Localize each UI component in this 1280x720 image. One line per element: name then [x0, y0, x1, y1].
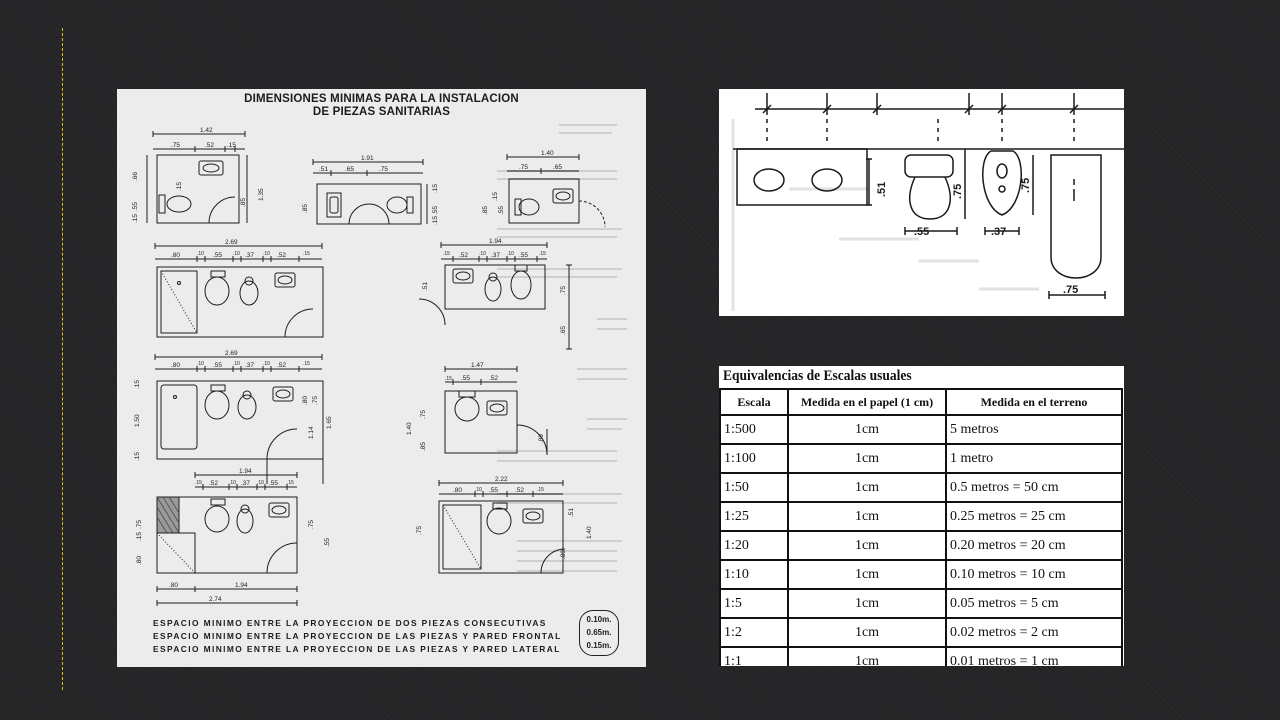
- dim-b8-sub-2: .10: [229, 480, 236, 486]
- dim-b3-sub-a: .75: [519, 164, 529, 171]
- dim-b8-sub-0: .15: [195, 480, 202, 486]
- dim-b6-sub-5: .10: [263, 361, 270, 367]
- dim-b6-right-d: 1.65: [326, 416, 333, 429]
- dim-b8-bottom-b: 1.94: [235, 582, 248, 589]
- dim-b5-sub-6: .15: [539, 251, 546, 257]
- terrain-cell: 0.01 metros = 1 cm: [946, 647, 1122, 666]
- dim-b2-side-a: .85: [302, 203, 309, 213]
- table-row: [720, 531, 1122, 560]
- terrain-cell: 0.5 metros = 50 cm: [946, 473, 1122, 502]
- faded-background: [733, 119, 1039, 311]
- dim-b5-sub-5: .55: [519, 252, 529, 259]
- sheet-title: [117, 93, 646, 119]
- clearance-note: ESPACIO MINIMO ENTRE LA PROYECCION DE DOS PIEZAS CONSECUTIVAS: [153, 618, 547, 628]
- table-row: [720, 647, 1122, 666]
- dim-b7-side-c: .85: [420, 441, 427, 451]
- dim-b8-sub-6: .15: [287, 480, 294, 486]
- paper-cell: 1cm: [788, 589, 946, 618]
- scale-equivalence-sheet: [719, 366, 1124, 666]
- toilet-width-label: .55: [914, 226, 930, 238]
- scale-cell: 1:20: [720, 531, 788, 560]
- table-row: [720, 560, 1122, 589]
- clearance-values-box: [579, 610, 619, 656]
- slide-guide-line: [62, 28, 63, 690]
- clearance-note: ESPACIO MINIMO ENTRE LA PROYECCION DE LAS PIEZAS Y PARED FRONTAL: [153, 631, 562, 641]
- clearance-note: ESPACIO MINIMO ENTRE LA PROYECCION DE LAS PIEZAS Y PARED LATERAL: [153, 644, 561, 654]
- terrain-cell: 0.20 metros = 20 cm: [946, 531, 1122, 560]
- dim-b6-sub-6: .52: [277, 362, 287, 369]
- plan-half-bath-2: [313, 159, 427, 224]
- dim-b9-top: 2.22: [495, 476, 508, 483]
- scale-cell: 1:50: [720, 473, 788, 502]
- dim-b9-sub-2: .55: [489, 487, 499, 494]
- dim-b8-sub-3: .37: [241, 480, 251, 487]
- dim-b8-bottom-a: .80: [169, 582, 179, 589]
- dim-b8-sub-4: .10: [257, 480, 264, 486]
- dim-b3-side-a: .85: [482, 205, 489, 215]
- dim-b1-side-c: .15: [132, 213, 139, 223]
- dim-b1-inner: .15: [176, 181, 183, 191]
- table-row: [720, 444, 1122, 473]
- sheet-title-line-1: DIMENSIONES MINIMAS PARA LA INSTALACION: [244, 93, 519, 105]
- dim-b6-sub-0: .80: [171, 362, 181, 369]
- dim-b6-side-b: 1.50: [134, 414, 141, 427]
- dim-b6-right-a: .80: [302, 395, 309, 405]
- table-row: [720, 589, 1122, 618]
- plan-full-bath-3: [155, 354, 323, 484]
- dim-b5-sub-3: .37: [491, 252, 501, 259]
- fixture-elevation-drawing: [719, 89, 1124, 316]
- dim-b4-sub-5: .10: [263, 251, 270, 257]
- table-header-row: [720, 389, 1122, 415]
- dim-b6-right-c: 1.14: [308, 426, 315, 439]
- urinal-width-label: .37: [991, 226, 1007, 238]
- dim-b9-side-c: 1.40: [586, 526, 593, 539]
- dim-b9-side-b: .89: [560, 549, 567, 559]
- dim-b5-side-b: .75: [560, 285, 567, 295]
- column-header-scale: Escala: [720, 389, 788, 415]
- dim-b8-right-a: .75: [308, 519, 315, 529]
- dim-b6-sub-3: .10: [233, 361, 240, 367]
- dim-b2-sub-a: .51: [319, 166, 329, 173]
- dim-b7-side-b: 1.40: [406, 422, 413, 435]
- dim-b8-bottom-c: 2.74: [209, 596, 222, 603]
- dim-b9-sub-3: .52: [515, 487, 525, 494]
- terrain-cell: 0.10 metros = 10 cm: [946, 560, 1122, 589]
- paper-cell: 1cm: [788, 647, 946, 666]
- scale-cell: 1:5: [720, 589, 788, 618]
- clearance-value: 0.65m.: [586, 628, 612, 637]
- table-row: [720, 502, 1122, 531]
- dim-b5-side-c: .65: [560, 325, 567, 335]
- clearance-value: 0.10m.: [586, 615, 612, 624]
- dim-b9-sub-1: .10: [475, 487, 482, 493]
- urinal-height-label: .75: [1020, 177, 1032, 193]
- scale-cell: 1:10: [720, 560, 788, 589]
- dim-b6-top: 2.69: [225, 350, 238, 357]
- dim-b8-sub-5: .55: [269, 480, 279, 487]
- dim-b1-sub-a: .75: [171, 142, 181, 149]
- dim-b3-side-c: .55: [498, 205, 505, 215]
- dim-b4-sub-2: .55: [213, 252, 223, 259]
- dim-b6-sub-1: .10: [197, 361, 204, 367]
- dim-b7-sub-2: .52: [489, 375, 499, 382]
- scale-table: [719, 388, 1123, 666]
- dim-b5-sub-4: .10: [507, 251, 514, 257]
- clearance-value: 0.15m.: [586, 641, 612, 650]
- dim-b2-side-d: .15: [432, 215, 439, 225]
- dim-b6-sub-7: .15: [303, 361, 310, 367]
- plan-full-bath-1: [155, 243, 323, 337]
- paper-cell: 1cm: [788, 531, 946, 560]
- dim-b7-side-d: .89: [538, 433, 545, 443]
- dim-b9-side-d: .51: [568, 507, 575, 517]
- clearance-notes: [153, 617, 593, 656]
- dim-b4-top: 2.69: [225, 239, 238, 246]
- terrain-cell: 0.05 metros = 5 cm: [946, 589, 1122, 618]
- paper-cell: 1cm: [788, 502, 946, 531]
- dim-b2-top: 1.91: [361, 155, 374, 162]
- paper-cell: 1cm: [788, 415, 946, 444]
- dim-b2-sub-b: .65: [345, 166, 355, 173]
- scale-cell: 1:100: [720, 444, 788, 473]
- dim-b7-side-a: .75: [420, 409, 427, 419]
- dim-b6-sub-2: .55: [213, 362, 223, 369]
- dim-b3-side-b: .15: [492, 191, 499, 201]
- column-header-terrain: Medida en el terreno: [946, 389, 1122, 415]
- dim-b9-sub-4: .15: [537, 487, 544, 493]
- dim-b5-side-a: .51: [422, 281, 429, 291]
- sheet-title-line-2: DE PIEZAS SANITARIAS: [312, 106, 451, 118]
- dim-b8-right-b: .55: [324, 537, 331, 547]
- paper-cell: 1cm: [788, 444, 946, 473]
- dim-b5-top: 1.94: [489, 238, 502, 245]
- dim-b1-top: 1.42: [200, 127, 213, 134]
- dim-b7-top: 1.47: [471, 362, 484, 369]
- dim-b4-sub-0: .80: [171, 252, 181, 259]
- bathroom-plans-drawing: [117, 89, 646, 667]
- scale-cell: 1:2: [720, 618, 788, 647]
- paper-cell: 1cm: [788, 560, 946, 589]
- dim-b5-sub-1: .52: [459, 252, 469, 259]
- dim-b1-sub-b: .52: [205, 142, 215, 149]
- dim-b1-side-a: .66: [132, 171, 139, 181]
- dim-b4-sub-6: .52: [277, 252, 287, 259]
- sanitary-dimensions-sheet: [117, 89, 646, 667]
- terrain-cell: 5 metros: [946, 415, 1122, 444]
- dim-b9-sub-0: .80: [453, 487, 463, 494]
- dim-b6-side-c: .15: [134, 451, 141, 461]
- dim-b7-sub-1: .55: [461, 375, 471, 382]
- dim-b5-sub-0: .15: [443, 251, 450, 257]
- dim-b1-sub-c: .15: [227, 142, 237, 149]
- dim-b4-sub-4: .37: [245, 252, 255, 259]
- dim-b5-sub-2: .10: [479, 251, 486, 257]
- dim-b2-side-c: .55: [432, 205, 439, 215]
- dim-b6-side-a: .15: [134, 379, 141, 389]
- dim-b4-sub-3: .10: [233, 251, 240, 257]
- scale-cell: 1:25: [720, 502, 788, 531]
- dim-b4-sub-1: .10: [197, 251, 204, 257]
- dim-b1-right-b: 1.35: [258, 188, 265, 201]
- dim-b9-side-a: .75: [416, 525, 423, 535]
- dim-b1-right-a: .85: [240, 197, 247, 207]
- dim-b1-side-b: .55: [132, 201, 139, 211]
- dim-b8-side-b: .15: [136, 531, 143, 541]
- table-row: [720, 618, 1122, 647]
- paper-cell: 1cm: [788, 473, 946, 502]
- table-row: [720, 473, 1122, 502]
- scale-cell: 1:500: [720, 415, 788, 444]
- dim-b2-side-b: .15: [432, 183, 439, 193]
- terrain-cell: 0.02 metros = 2 cm: [946, 618, 1122, 647]
- fixture-elevation-sheet: [719, 89, 1124, 316]
- dim-b2-sub-c: .75: [379, 166, 389, 173]
- scale-cell: 1:1: [720, 647, 788, 666]
- column-header-paper: Medida en el papel (1 cm): [788, 389, 946, 415]
- dim-b3-sub-b: .65: [553, 164, 563, 171]
- sink-height-label: .51: [876, 181, 888, 197]
- table-row: [720, 415, 1122, 444]
- dim-b4-sub-7: .15: [303, 251, 310, 257]
- dim-b7-sub-0: .15: [445, 376, 452, 382]
- tub-width-label: .75: [1063, 284, 1079, 296]
- scale-table-title: Equivalencias de Escalas usuales: [723, 368, 912, 384]
- dim-b8-side-c: .80: [136, 555, 143, 565]
- dim-b6-right-b: .75: [312, 395, 319, 405]
- dim-b3-top: 1.40: [541, 150, 554, 157]
- dim-b8-top: 1.94: [239, 468, 252, 475]
- terrain-cell: 1 metro: [946, 444, 1122, 473]
- toilet-height-label: .75: [952, 183, 964, 199]
- dim-b8-sub-1: .52: [209, 480, 219, 487]
- paper-cell: 1cm: [788, 618, 946, 647]
- dim-b8-side-a: .75: [136, 519, 143, 529]
- terrain-cell: 0.25 metros = 25 cm: [946, 502, 1122, 531]
- dim-b6-sub-4: .37: [245, 362, 255, 369]
